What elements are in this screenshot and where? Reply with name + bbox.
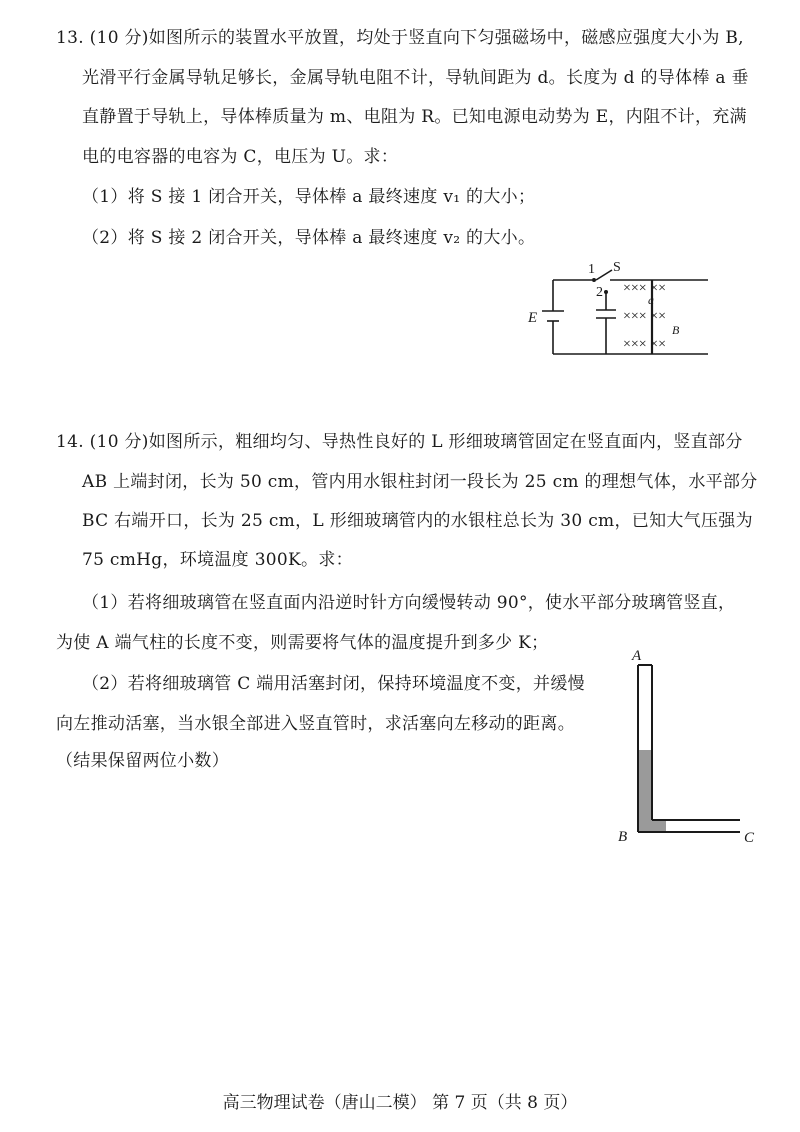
switch-terminal-2-label: 2 — [596, 285, 603, 300]
field-label: B — [672, 323, 680, 337]
q14-sub-1-line-2: 为使 A 端气柱的长度不变，则需要将气体的温度提升到多少 K； — [56, 633, 549, 653]
q13-line-2: 光滑平行金属导轨足够长，金属导轨电阻不计，导轨间距为 d。长度为 d 的导体棒 a 垂 — [82, 68, 749, 88]
point-a-label: A — [632, 648, 642, 664]
field-row-1: ××× ×× — [623, 281, 666, 296]
q14-line-2: AB 上端封闭，长为 50 cm，管内用水银柱封闭一段长为 25 cm 的理想气体，水平部分 — [82, 472, 758, 492]
q13-circuit-diagram — [520, 256, 720, 366]
page-footer: 高三物理试卷（唐山二模） 第 7 页（共 8 页） — [222, 1093, 578, 1113]
emf-label: E — [528, 310, 538, 326]
q13-sub-1: （1）将 S 接 1 闭合开关，导体棒 a 最终速度 v₁ 的大小； — [82, 187, 536, 207]
point-c-label: C — [744, 830, 755, 846]
mercury-horizontal — [652, 820, 666, 832]
q14-sub-2-line-1: （2）若将细玻璃管 C 端用活塞封闭，保持环境温度不变，并缓慢 — [82, 674, 585, 694]
switch-terminal-1-label: 1 — [588, 262, 595, 277]
field-row-2: ××× ×× — [623, 309, 666, 324]
q13-line-4: 电的电容器的电容为 C，电压为 U。求： — [82, 147, 399, 167]
rod-label: a — [648, 293, 654, 307]
q13-line-1: 13. (10 分)如图所示的装置水平放置，均处于竖直向下匀强磁场中，磁感应强度大小为 B, — [56, 28, 744, 48]
switch-label: S — [613, 260, 621, 275]
q14-sub-1-line-1: （1）若将细玻璃管在竖直面内沿逆时针方向缓慢转动 90°，使水平部分玻璃管竖直， — [82, 593, 736, 613]
q14-l-tube-diagram — [600, 640, 770, 860]
q14-line-4: 75 cmHg，环境温度 300K。求： — [82, 550, 353, 570]
q14-line-1: 14. (10 分)如图所示，粗细均匀、导热性良好的 L 形细玻璃管固定在竖直面内，竖直部分 — [56, 432, 743, 452]
q13-line-3: 直静置于导轨上，导体棒质量为 m、电阻为 R。已知电源电动势为 E，内阻不计，充满 — [82, 107, 747, 127]
point-b-label: B — [618, 829, 628, 845]
q14-note: （结果保留两位小数） — [56, 751, 229, 771]
q13-sub-2: （2）将 S 接 2 闭合开关，导体棒 a 最终速度 v₂ 的大小。 — [82, 228, 536, 248]
q14-sub-2-line-2: 向左推动活塞，当水银全部进入竖直管时，求活塞向左移动的距离。 — [56, 714, 575, 734]
q14-line-3: BC 右端开口，长为 25 cm，L 形细玻璃管内的水银柱总长为 30 cm，已知大气压强为 — [82, 511, 753, 531]
mercury-vertical — [638, 750, 652, 832]
field-row-3: ××× ×× — [623, 337, 666, 352]
